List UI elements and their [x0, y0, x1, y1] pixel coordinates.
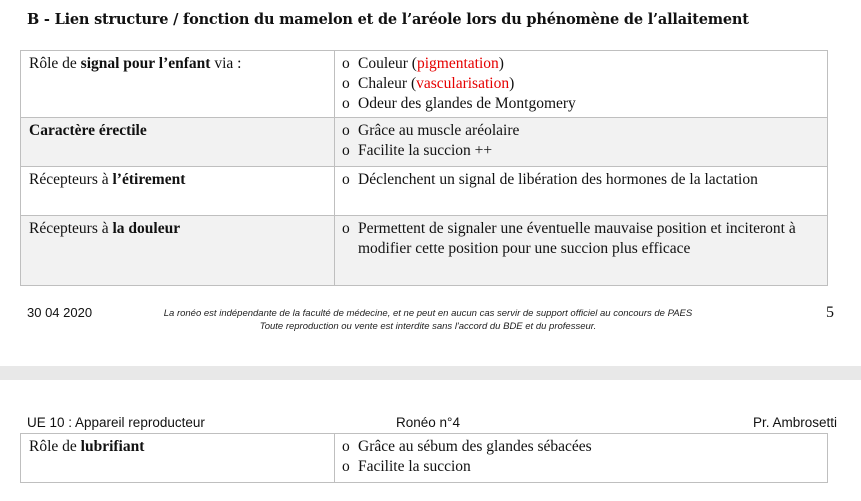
structure-function-table-continued [20, 433, 828, 483]
table-row [21, 51, 827, 118]
table-row [21, 433, 827, 483]
row-label: Rôle de lubrifiant [21, 434, 335, 482]
list-item: o Odeur des glandes de Montgomery [342, 95, 576, 112]
table-row [21, 167, 827, 216]
page-number: 5 [826, 304, 834, 321]
table-row [21, 216, 827, 286]
row-content [335, 216, 827, 285]
row-label: Récepteurs à la douleur [21, 216, 335, 285]
structure-function-table [20, 50, 828, 286]
page-separator [0, 366, 861, 380]
list-item: o Facilite la succion [342, 458, 471, 475]
row-content [335, 118, 827, 166]
list-item: o Couleur (pigmentation) [342, 55, 504, 72]
list-item: o Chaleur (vascularisation) [342, 75, 515, 92]
list-item: o Grâce au sébum des glandes sébacées [342, 438, 592, 455]
section-heading: B - Lien structure / fonction du mamelon et de l’aréole lors du phénomène de l’allaitement [27, 11, 749, 28]
header-roneo: Ronéo n°4 [396, 415, 460, 430]
row-content [335, 434, 827, 482]
row-label: Rôle de signal pour l’enfant via : [21, 51, 335, 117]
footer-date: 30 04 2020 [27, 305, 93, 320]
list-item: o Facilite la succion ++ [342, 142, 493, 159]
list-item: o Grâce au muscle aréolaire [342, 122, 520, 139]
list-item: o Permettent de signaler une éventuelle mauvaise position et inciteront à modifier cette position pour une succion plus efficace [342, 220, 796, 257]
row-label: Caractère érectile [21, 118, 335, 166]
header-ue: UE 10 : Appareil reproducteur [27, 415, 205, 430]
list-item: o Déclenchent un signal de libération des hormones de la lactation [342, 171, 758, 188]
footer-disclaimer: La ronéo est indépendante de la faculté de médecine, et ne peut en aucun cas servir de support officiel au concours de PAES Toute reproduction ou vente est interdite sans l'accord du BDE et du professeur. [163, 308, 693, 332]
header-professor: Pr. Ambrosetti [752, 415, 837, 430]
table-row [21, 118, 827, 167]
row-content [335, 167, 827, 215]
row-label: Récepteurs à l’étirement [21, 167, 335, 215]
row-content [335, 51, 827, 117]
